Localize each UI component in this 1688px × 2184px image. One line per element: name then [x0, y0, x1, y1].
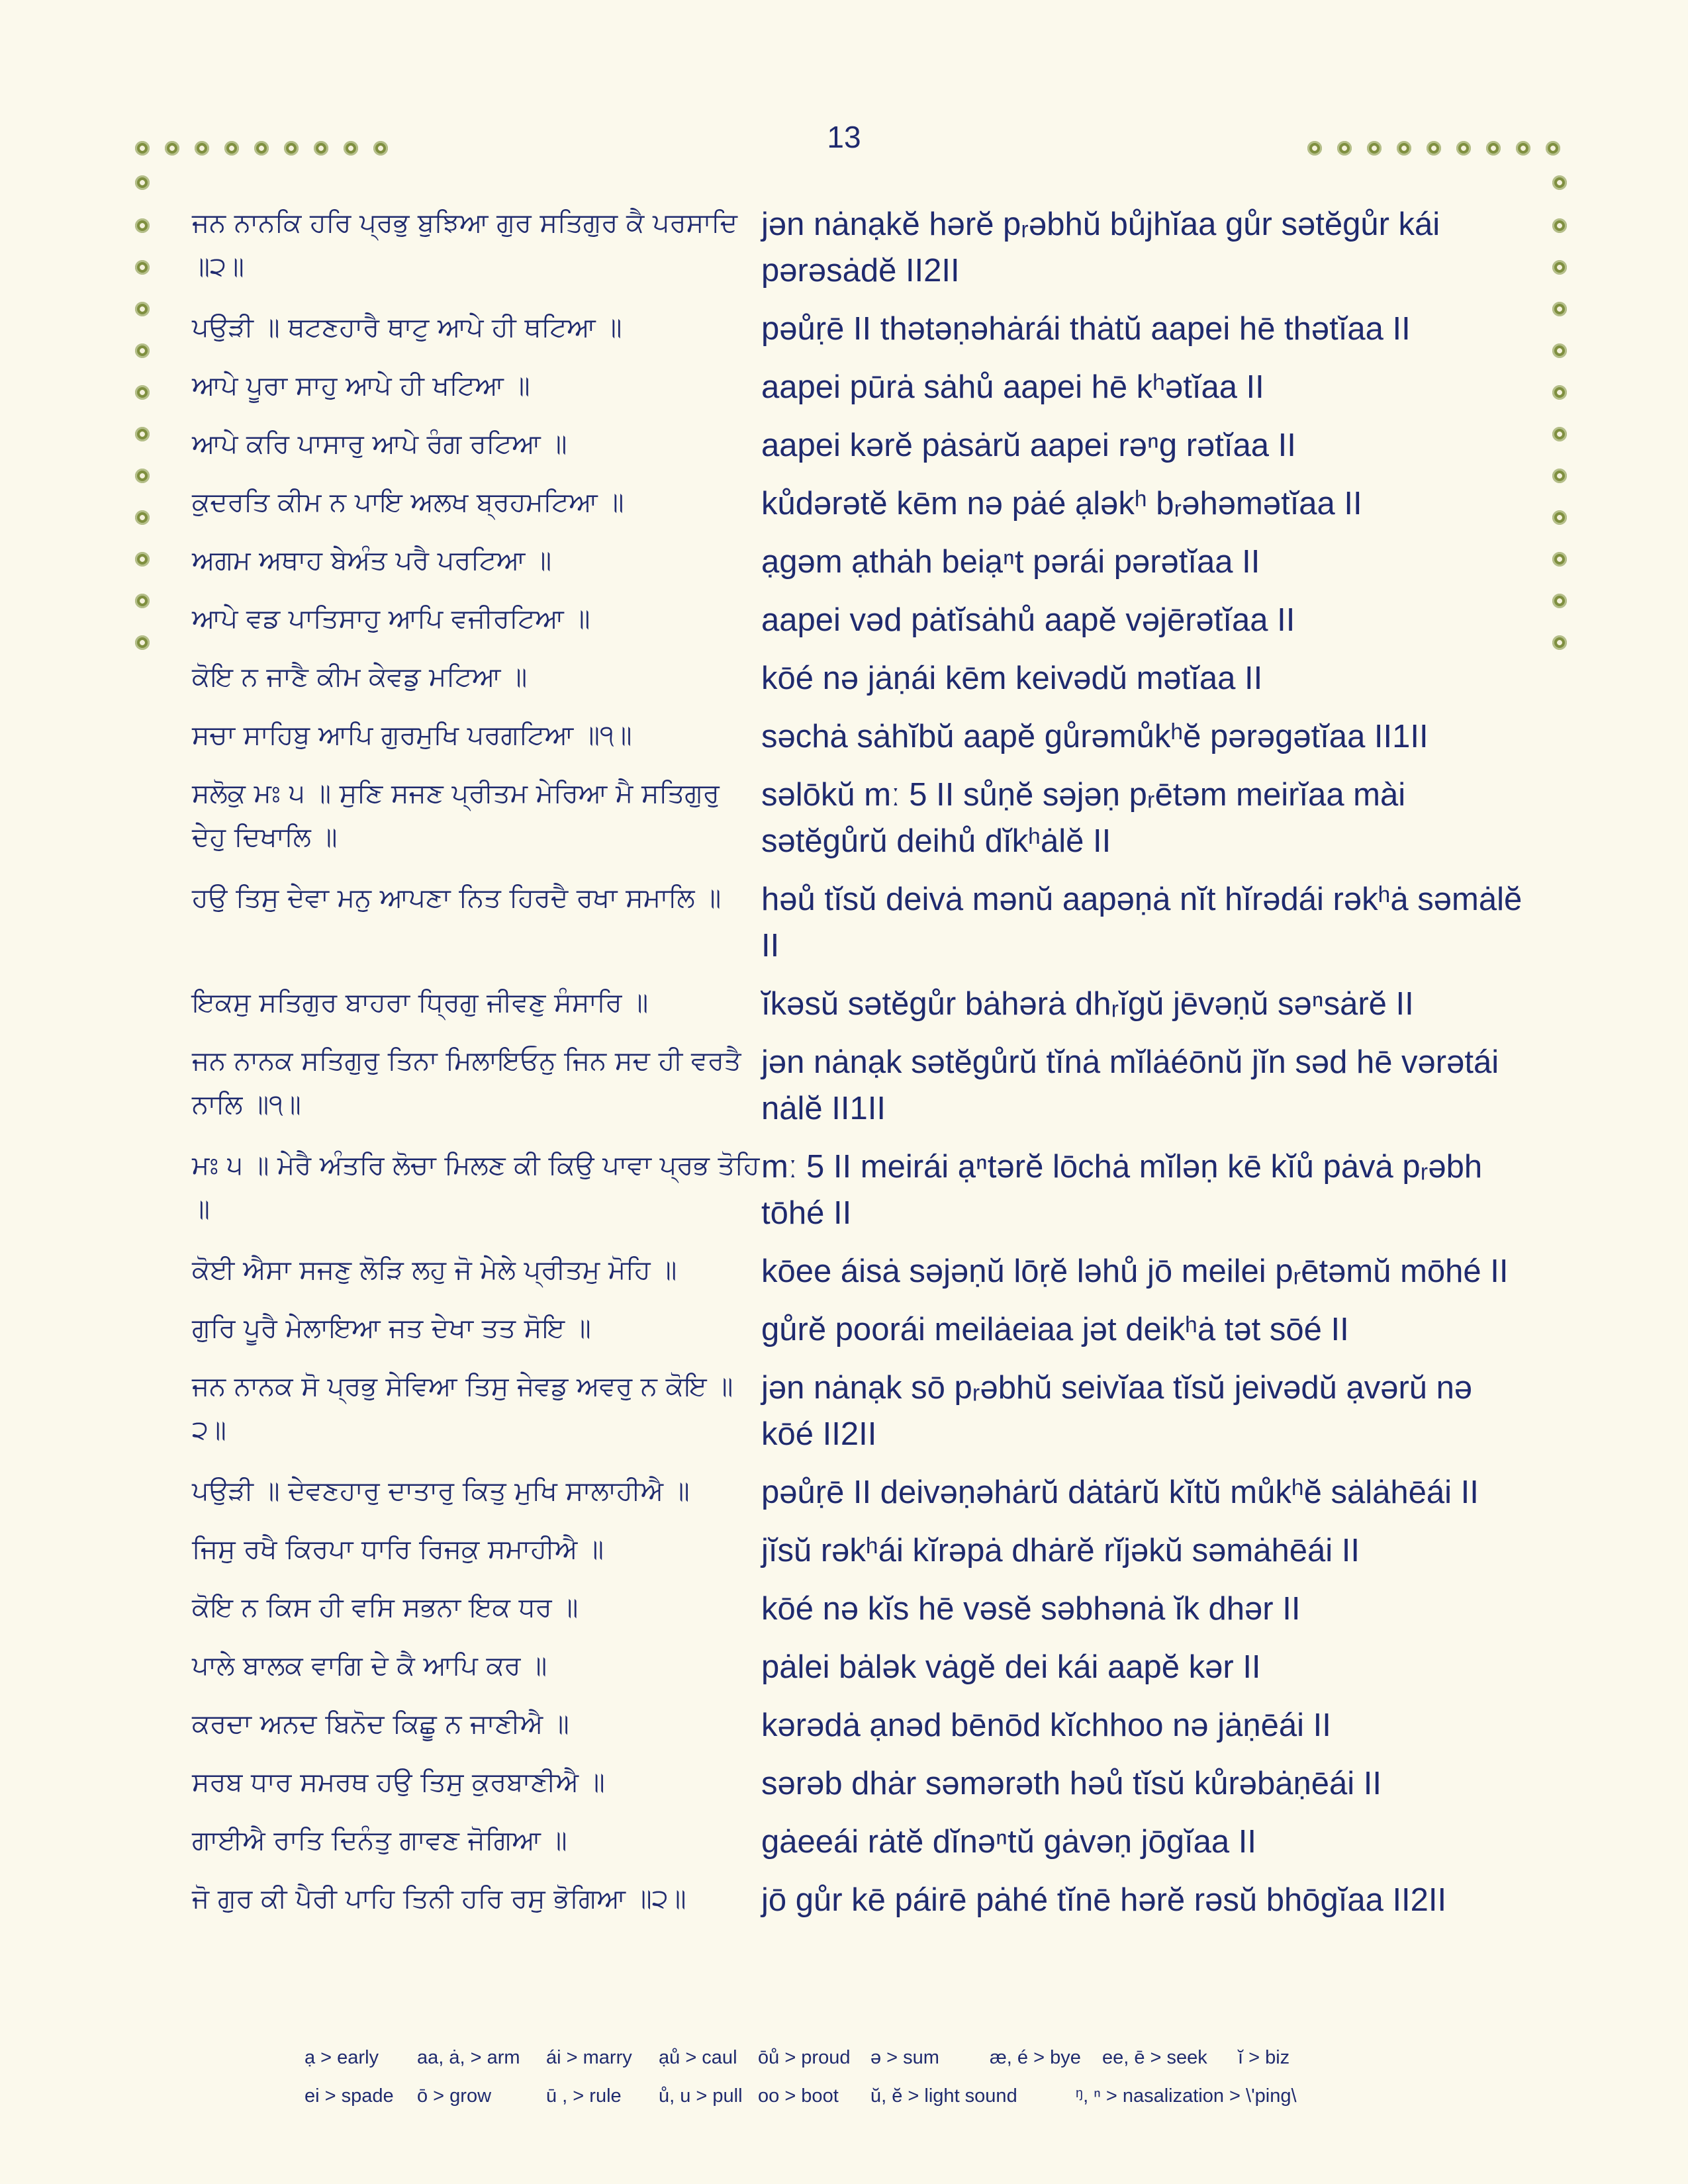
transliteration-line: pȧlei bȧlək vȧgĕ dei kái aapĕ kər II	[761, 1649, 1261, 1685]
verse-row	[192, 1583, 1523, 1641]
gurmukhi-line: ਮਃ ੫ ॥ ਮੇਰੈ ਅੰਤਰਿ ਲੋਚਾ ਮਿਲਣ ਕੀ ਕਿਉ ਪਾਵਾ ਪ੍ਰਭ ਤੋਹਿ ॥	[192, 1150, 760, 1224]
flower-icon	[135, 175, 150, 190]
gurmukhi-line: ਜੋ ਗੁਰ ਕੀ ਪੈਰੀ ਪਾਹਿ ਤਿਨੀ ਹਰਿ ਰਸੁ ਭੋਗਿਆ ॥੨॥	[192, 1884, 686, 1914]
gurmukhi-line: ਗੁਰਿ ਪੂਰੈ ਮੇਲਾਇਆ ਜਤ ਦੇਖਾ ਤਤ ਸੋਇ ॥	[192, 1313, 591, 1343]
flower-icon	[135, 635, 150, 650]
flower-icon	[135, 510, 150, 525]
flower-icon	[1552, 302, 1567, 316]
legend-item: ĭ > biz	[1238, 2046, 1290, 2068]
gurmukhi-line: ਗਾਈਐ ਰਾਤਿ ਦਿਨੰਤੁ ਗਾਵਣ ਜੋਗਿਆ ॥	[192, 1825, 567, 1856]
verse-table	[192, 199, 1523, 1933]
gurmukhi-line: ਸਲੋਕੁ ਮਃ ੫ ॥ ਸੁਣਿ ਸਜਣ ਪ੍ਰੀਤਮ ਮੇਰਿਆ ਮੈ ਸਤਿਗੁਰੁ ਦੇਹੁ ਦਿਖਾਲਿ ॥	[192, 778, 720, 852]
verse-row	[192, 1362, 1523, 1467]
flower-icon	[1552, 635, 1567, 650]
gurmukhi-line: ਜਨ ਨਾਨਕ ਸੋ ਪ੍ਰਭੁ ਸੇਵਿਆ ਤਿਸੁ ਜੇਵਡੁ ਅਵਰੁ ਨ ਕੋਇ ॥੨॥	[192, 1371, 733, 1445]
verse-row	[192, 1816, 1523, 1874]
gurmukhi-line: ਇਕਸੁ ਸਤਿਗੁਰ ਬਾਹਰਾ ਧ੍ਰਿਗੁ ਜੀਵਣੁ ਸੰਸਾਰਿ ॥	[192, 987, 649, 1018]
legend-item: aa, ȧ, > arm	[417, 2046, 520, 2068]
flower-icon	[135, 343, 150, 358]
gurmukhi-line: ਪਉੜੀ ॥ ਥਟਣਹਾਰੈ ਥਾਟੁ ਆਪੇ ਹੀ ਥਟਿਆ ॥	[192, 312, 622, 343]
verse-row	[192, 874, 1523, 978]
gurmukhi-line: ਕੁਦਰਤਿ ਕੀਮ ਨ ਪਾਇ ਅਲਖ ਬ੍ਰਹਮਟਿਆ ॥	[192, 487, 624, 518]
verse-row	[192, 711, 1523, 769]
flower-icon	[135, 594, 150, 608]
gurmukhi-line: ਆਪੇ ਪੂਰਾ ਸਾਹੁ ਆਪੇ ਹੀ ਖਟਿਆ ॥	[192, 371, 530, 401]
transliteration-line: kůdərətĕ kēm nə pȧé ạləkʰ bᵣəhəmətĭaa II	[761, 486, 1362, 522]
flower-icon	[1552, 218, 1567, 233]
legend-item: æ, é > bye	[990, 2046, 1081, 2068]
verse-row	[192, 1874, 1523, 1933]
transliteration-line: jō gůr kē páirē pȧhé tĭnē hərĕ rəsŭ bhōgĭaa II2II	[761, 1882, 1447, 1918]
verse-row	[192, 1700, 1523, 1758]
gurmukhi-line: ਪਉੜੀ ॥ ਦੇਵਣਹਾਰੁ ਦਾਤਾਰੁ ਕਿਤੁ ਮੁਖਿ ਸਾਲਾਹੀਐ ॥	[192, 1476, 690, 1506]
transliteration-line: aapei pūrȧ sȧhů aapei hē kʰətĭaa II	[761, 369, 1264, 405]
transliteration-line: sərəb dhȧr səmərəth həů tĭsŭ kůrəbȧṇēái II	[761, 1766, 1382, 1801]
flower-icon	[1552, 469, 1567, 483]
transliteration-line: aapei kərĕ pȧsȧrŭ aapei rəⁿg rətĭaa II	[761, 428, 1296, 463]
verse-row	[192, 303, 1523, 361]
verse-row	[192, 1246, 1523, 1304]
legend-item: ạů > caul	[659, 2046, 737, 2068]
gurmukhi-line: ਕੋਇ ਨ ਕਿਸ ਹੀ ਵਸਿ ਸਭਨਾ ਇਕ ਧਰ ॥	[192, 1592, 579, 1623]
flower-icon	[135, 260, 150, 275]
flower-icon	[135, 302, 150, 316]
flower-icon	[1552, 385, 1567, 400]
legend-item: ū , > rule	[546, 2085, 622, 2107]
verse-row	[192, 1641, 1523, 1700]
verse-row	[192, 1758, 1523, 1816]
verse-row	[192, 1141, 1523, 1246]
flower-icon	[1552, 552, 1567, 567]
gurmukhi-line: ਅਗਮ ਅਥਾਹ ਬੇਅੰਤ ਪਰੈ ਪਰਟਿਆ ॥	[192, 545, 552, 576]
transliteration-line: jən nȧnạkĕ hərĕ pᵣəbhŭ bůjhĭaa gůr sətĕgůr kái pərəsȧdĕ II2II	[761, 206, 1440, 289]
transliteration-line: ạgəm ạthȧh beiạⁿt pərái pərətĭaa II	[761, 544, 1260, 580]
legend-item: ei > spade	[305, 2085, 394, 2107]
flower-icon	[135, 427, 150, 441]
transliteration-line: kōé nə kĭs hē vəsĕ səbhənȧ ĭk dhər II	[761, 1591, 1301, 1627]
verse-row	[192, 420, 1523, 478]
gurmukhi-line: ਜਨ ਨਾਨਕ ਸਤਿਗੁਰੁ ਤਿਨਾ ਮਿਲਾਇਓਨੁ ਜਿਨ ਸਦ ਹੀ ਵਰਤੈ ਨਾਲਿ ॥੧॥	[192, 1046, 741, 1120]
gurmukhi-line: ਸਰਬ ਧਾਰ ਸਮਰਥ ਹਉ ਤਿਸੁ ਕੁਰਬਾਣੀਐ ॥	[192, 1767, 605, 1797]
gurmukhi-line: ਕੋਇ ਨ ਜਾਣੈ ਕੀਮ ਕੇਵਡੁ ਮਟਿਆ ॥	[192, 662, 528, 692]
gurmukhi-line: ਪਾਲੇ ਬਾਲਕ ਵਾਗਿ ਦੇ ਕੈ ਆਪਿ ਕਰ ॥	[192, 1651, 547, 1681]
transliteration-line: pəůṛē II thətəṇəhȧrái thȧtŭ aapei hē thətĭaa II	[761, 311, 1411, 347]
flower-icon	[1552, 427, 1567, 441]
flower-icon	[135, 469, 150, 483]
legend-item: ōů > proud	[758, 2046, 851, 2068]
pronunciation-legend	[305, 2038, 1483, 2115]
transliteration-line: səchȧ sȧhĭbŭ aapĕ gůrəmůkʰĕ pərəgətĭaa II1II	[761, 719, 1429, 754]
page-number: 13	[827, 120, 861, 154]
legend-item: ō > grow	[417, 2085, 492, 2107]
gurmukhi-line: ਹਉ ਤਿਸੁ ਦੇਵਾ ਮਨੁ ਆਪਣਾ ਨਿਤ ਹਿਰਦੈ ਰਖਾ ਸਮਾਲਿ ॥	[192, 883, 722, 913]
transliteration-line: aapei vəd pȧtĭsȧhů aapĕ vəjērətĭaa II	[761, 602, 1295, 638]
gurmukhi-line: ਆਪੇ ਵਡ ਪਾਤਿਸਾਹੁ ਆਪਿ ਵਜੀਰਟਿਆ ॥	[192, 604, 590, 634]
transliteration-line: pəůṛē II deivəṇəhȧrŭ dȧtȧrŭ kĭtŭ můkʰĕ sȧlȧhēái II	[761, 1475, 1479, 1510]
verse-row	[192, 978, 1523, 1036]
verse-row	[192, 536, 1523, 594]
transliteration-line: kərədȧ ạnəd bēnōd kĭchhoo nə jȧṇēái II	[761, 1707, 1331, 1743]
verse-row	[192, 1467, 1523, 1525]
transliteration-line: jən nȧnạk sō pᵣəbhŭ seivĭaa tĭsŭ jeivədŭ ạvərŭ nə kōé II2II	[761, 1370, 1473, 1452]
flower-icon	[1552, 510, 1567, 525]
flower-icon	[1552, 343, 1567, 358]
verse-row	[192, 594, 1523, 653]
verse-row	[192, 199, 1523, 303]
legend-item: oo > boot	[758, 2085, 839, 2107]
legend-item: ů, u > pull	[659, 2085, 743, 2107]
transliteration-line: kōee áisȧ səjəṇŭ lōṛĕ ləhů jō meilei pᵣētəmŭ mōhé II	[761, 1253, 1509, 1289]
flower-icon	[135, 218, 150, 233]
gurmukhi-line: ਕਰਦਾ ਅਨਦ ਬਿਨੋਦ ਕਿਛੂ ਨ ਜਾਣੀਐ ॥	[192, 1709, 569, 1739]
verse-row	[192, 478, 1523, 536]
gurmukhi-line: ਆਪੇ ਕਰਿ ਪਾਸਾਰੁ ਆਪੇ ਰੰਗ ਰਟਿਆ ॥	[192, 429, 567, 459]
transliteration-line: jən nȧnạk sətĕgůrŭ tĭnȧ mĭlȧéōnŭ jĭn səd hē vərətái nȧlĕ II1II	[761, 1044, 1499, 1126]
legend-row	[305, 2077, 1483, 2115]
transliteration-line: həů tĭsŭ deivȧ mənŭ aapəṇȧ nĭt hĭrədái rəkʰȧ səmȧlĕ II	[761, 882, 1523, 964]
legend-item: ái > marry	[546, 2046, 632, 2068]
verse-row	[192, 1036, 1523, 1141]
legend-item: ŭ, ĕ > light sound	[870, 2085, 1017, 2107]
gurmukhi-line: ਸਚਾ ਸਾਹਿਬੁ ਆਪਿ ਗੁਰਮੁਖਿ ਪਰਗਟਿਆ ॥੧॥	[192, 720, 632, 751]
flower-icon	[1552, 260, 1567, 275]
transliteration-line: gůrĕ poorái meilȧeiaa jət deikʰȧ tət sōé II	[761, 1312, 1349, 1347]
verse-row	[192, 769, 1523, 874]
legend-item: ạ > early	[305, 2046, 379, 2068]
transliteration-line: gȧeeái rȧtĕ dĭnəⁿtŭ gȧvəṇ jōgĭaa II	[761, 1824, 1256, 1860]
flower-icon	[135, 552, 150, 567]
verse-row	[192, 1304, 1523, 1362]
flower-icon	[1552, 175, 1567, 190]
gurmukhi-line: ਜਨ ਨਾਨਕਿ ਹਰਿ ਪ੍ਰਭੁ ਬੁਝਿਆ ਗੁਰ ਸਤਿਗੁਰ ਕੈ ਪਰਸਾਦਿ ॥੨॥	[192, 208, 738, 282]
verse-row	[192, 1525, 1523, 1583]
transliteration-line: jĭsŭ rəkʰái kĭrəpȧ dhȧrĕ rĭjəkŭ səmȧhēái II	[761, 1533, 1360, 1569]
flower-icon	[1552, 594, 1567, 608]
verse-row	[192, 361, 1523, 420]
transliteration-line: mː 5 II meirái ạⁿtərĕ lōchȧ mĭləṇ kē kĭů pȧvȧ pᵣəbh tōhé II	[761, 1149, 1483, 1231]
legend-item: ᵑ, ⁿ > nasalization > \'ping\	[1076, 2085, 1297, 2107]
gurmukhi-line: ਜਿਸੁ ਰਖੈ ਕਿਰਪਾ ਧਾਰਿ ਰਿਜਕੁ ਸਮਾਹੀਐ ॥	[192, 1534, 604, 1565]
legend-row	[305, 2038, 1483, 2077]
transliteration-line: ĭkəsŭ sətĕgůr bȧhərȧ dhᵣĭgŭ jēvəṇŭ səⁿsȧrĕ II	[761, 986, 1414, 1022]
flower-icon	[135, 385, 150, 400]
legend-item: ə > sum	[870, 2046, 939, 2068]
transliteration-line: səlōkŭ mː 5 II sůṇĕ səjəṇ pᵣētəm meirĭaa mài sətĕgůrŭ deihů dĭkʰȧlĕ II	[761, 777, 1406, 859]
gurmukhi-line: ਕੋਈ ਐਸਾ ਸਜਣੁ ਲੋੜਿ ਲਹੁ ਜੋ ਮੇਲੇ ਪ੍ਰੀਤਮੁ ਮੋਹਿ ॥	[192, 1255, 677, 1285]
legend-item: ee, ē > seek	[1102, 2046, 1207, 2068]
transliteration-line: kōé nə jȧṇái kēm keivədŭ mətĭaa II	[761, 660, 1263, 696]
verse-row	[192, 653, 1523, 711]
